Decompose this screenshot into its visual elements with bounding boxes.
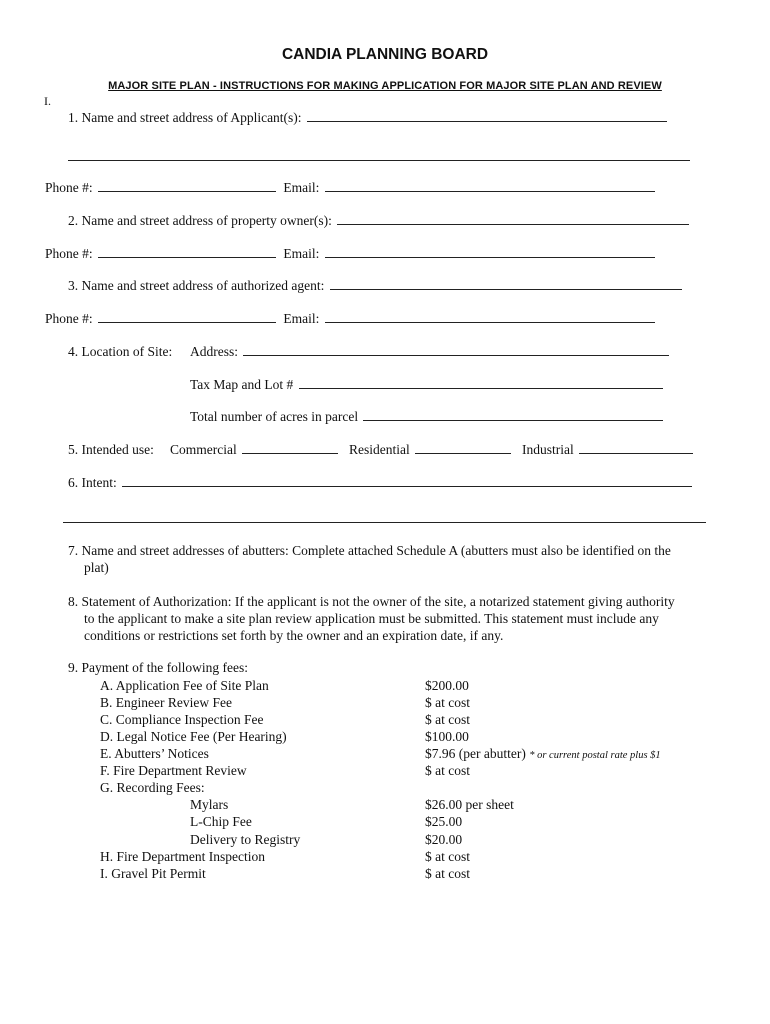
acres-label: Total number of acres in parcel <box>190 409 359 424</box>
fee-amount: $ at cost <box>425 763 470 778</box>
fee-label: H. Fire Department Inspection <box>100 849 265 864</box>
applicant-email-field[interactable] <box>325 180 655 192</box>
industrial-option <box>522 442 693 458</box>
abutters-line-2: plat) <box>84 560 109 575</box>
intent-label: 6. Intent: <box>68 475 117 490</box>
applicant-name-field[interactable] <box>307 110 667 122</box>
owner-contact-row <box>45 246 655 262</box>
applicant-contact-row <box>45 180 655 196</box>
agent-name-field[interactable] <box>330 278 682 290</box>
fee-amount: $25.00 <box>425 814 463 829</box>
agent-row <box>68 278 682 294</box>
agent-label: 3. Name and street address of authorized agent: <box>68 278 325 293</box>
page-subtitle: MAJOR SITE PLAN - INSTRUCTIONS FOR MAKING APPLICATION FOR MAJOR SITE PLAN AND REVIEW <box>108 80 662 92</box>
fee-amount: $ at cost <box>425 849 470 864</box>
agent-phone-label: Phone #: <box>45 311 93 326</box>
commercial-option <box>170 442 338 458</box>
authorization-line-2: to the applicant to make a site plan review application must be submitted. This statement must include any <box>84 611 659 626</box>
commercial-field[interactable] <box>242 442 338 454</box>
section-marker: I. <box>44 94 51 108</box>
fee-amount: $7.96 (per abutter) <box>425 746 526 761</box>
authorization-paragraph <box>68 593 728 644</box>
residential-field[interactable] <box>415 442 511 454</box>
agent-email-label: Email: <box>283 311 320 326</box>
address-row <box>190 344 669 360</box>
tax-map-label: Tax Map and Lot # <box>190 377 294 392</box>
fee-amount: $ at cost <box>425 712 470 727</box>
intended-use-label: 5. Intended use: <box>68 442 154 457</box>
tax-map-field[interactable] <box>299 377 663 389</box>
fee-amount: $100.00 <box>425 729 469 744</box>
fee-label: D. Legal Notice Fee (Per Hearing) <box>100 729 287 744</box>
fee-amount: $ at cost <box>425 866 470 881</box>
fee-amount: $200.00 <box>425 678 469 693</box>
applicant-label: 1. Name and street address of Applicant(s): <box>68 110 302 125</box>
agent-phone-field[interactable] <box>98 311 276 323</box>
industrial-field[interactable] <box>579 442 693 454</box>
industrial-label: Industrial <box>522 442 574 457</box>
residential-label: Residential <box>349 442 410 457</box>
fee-label: Mylars <box>190 797 229 812</box>
acres-row <box>190 409 663 425</box>
owner-email-field[interactable] <box>325 246 655 258</box>
applicant-row <box>68 110 667 126</box>
applicant-address-field[interactable] <box>68 160 690 161</box>
acres-field[interactable] <box>363 409 663 421</box>
abutters-paragraph <box>68 542 728 576</box>
owner-name-field[interactable] <box>337 213 689 225</box>
fee-label: C. Compliance Inspection Fee <box>100 712 264 727</box>
fee-label: G. Recording Fees: <box>100 780 205 795</box>
fee-note: * or current postal rate plus $1 <box>529 750 661 761</box>
owner-phone-label: Phone #: <box>45 246 93 261</box>
owner-row <box>68 213 689 229</box>
address-field[interactable] <box>243 344 669 356</box>
fee-label: B. Engineer Review Fee <box>100 695 232 710</box>
fee-amount: $26.00 per sheet <box>425 797 514 812</box>
intent-field-line-2[interactable] <box>63 522 706 523</box>
applicant-email-label: Email: <box>283 180 320 195</box>
page-title: CANDIA PLANNING BOARD <box>281 46 489 63</box>
authorization-line-3: conditions or restrictions set forth by the owner and an expiration date, if any. <box>84 628 504 643</box>
owner-label: 2. Name and street address of property owner(s): <box>68 213 332 228</box>
location-label: 4. Location of Site: <box>68 344 173 359</box>
authorization-line-1: 8. Statement of Authorization: If the applicant is not the owner of the site, a notarized statement giving authority <box>68 594 675 609</box>
fee-label: Delivery to Registry <box>190 832 301 847</box>
fee-amount: $ at cost <box>425 695 470 710</box>
owner-email-label: Email: <box>283 246 320 261</box>
address-label: Address: <box>190 344 238 359</box>
abutters-line-1: 7. Name and street addresses of abutters: Complete attached Schedule A (abutters must also be identified on the <box>68 543 671 558</box>
intent-row <box>68 475 692 491</box>
owner-phone-field[interactable] <box>98 246 276 258</box>
agent-email-field[interactable] <box>325 311 655 323</box>
fee-label: A. Application Fee of Site Plan <box>100 678 269 693</box>
agent-contact-row <box>45 311 655 327</box>
fee-label: F. Fire Department Review <box>100 763 247 778</box>
tax-map-row <box>190 377 663 393</box>
residential-option <box>349 442 511 458</box>
applicant-phone-label: Phone #: <box>45 180 93 195</box>
commercial-label: Commercial <box>170 442 237 457</box>
applicant-phone-field[interactable] <box>98 180 276 192</box>
fee-amount-row <box>425 746 661 762</box>
fee-label: L-Chip Fee <box>190 814 252 829</box>
fee-label: E. Abutters’ Notices <box>100 746 209 761</box>
fee-amount: $20.00 <box>425 832 463 847</box>
fee-label: I. Gravel Pit Permit <box>100 866 206 881</box>
fees-heading: 9. Payment of the following fees: <box>68 660 248 675</box>
intent-field[interactable] <box>122 475 692 487</box>
